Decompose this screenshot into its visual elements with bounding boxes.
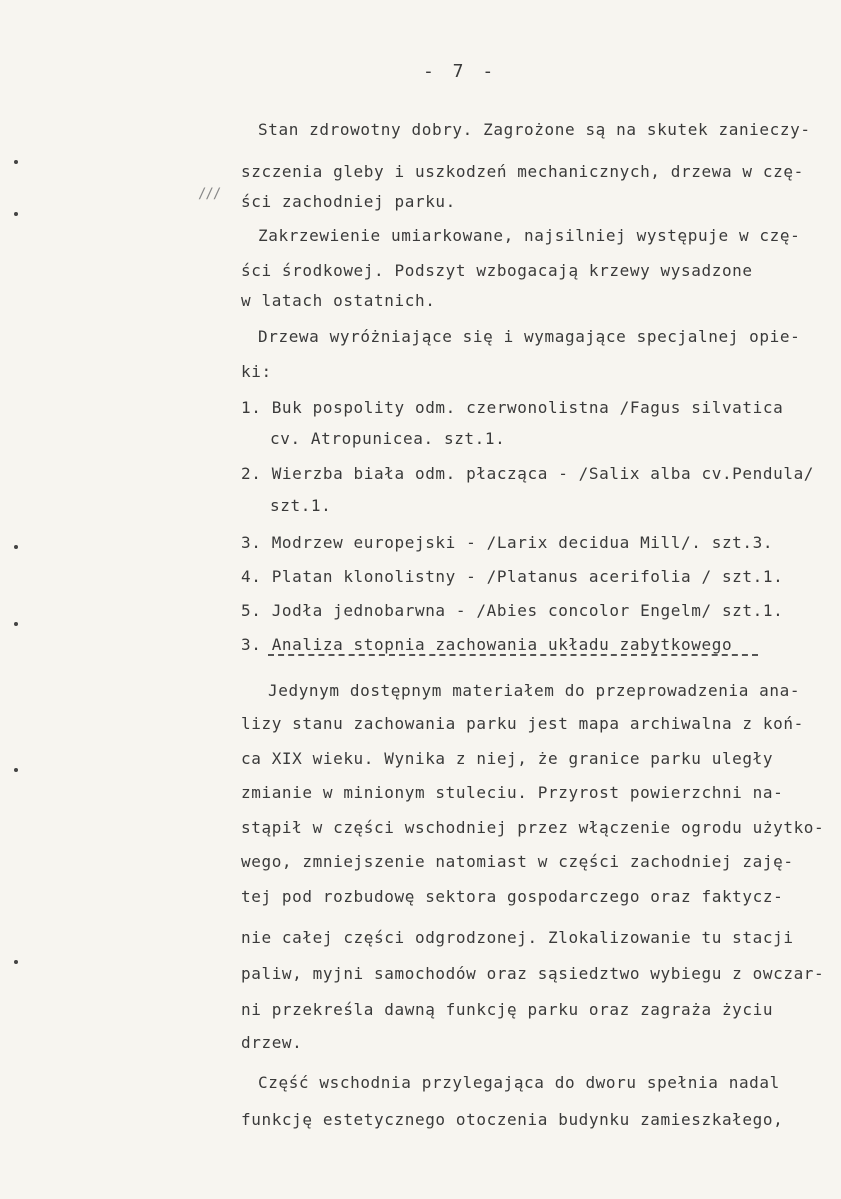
margin-mark: [14, 622, 18, 626]
text-line: ki:: [241, 362, 272, 381]
margin-mark: [14, 768, 18, 772]
text-line: ca XIX wieku. Wynika z niej, że granice parku uległy: [241, 749, 774, 768]
text-line: Jedynym dostępnym materiałem do przeprowadzenia ana-: [268, 681, 801, 700]
text-line: cv. Atropunicea. szt.1.: [270, 429, 506, 448]
text-line: zmianie w minionym stuleciu. Przyrost powierzchni na-: [241, 783, 784, 802]
text-line: stąpił w części wschodniej przez włączenie ogrodu użytko-: [241, 818, 825, 837]
list-item: 3. Modrzew europejski - /Larix decidua Mill/. szt.3.: [241, 533, 774, 552]
margin-mark: [14, 212, 18, 216]
text-line: wego, zmniejszenie natomiast w części zachodniej zaję-: [241, 852, 794, 871]
margin-mark: [14, 545, 18, 549]
section-heading: 3. Analiza stopnia zachowania układu zabytkowego: [241, 635, 733, 654]
list-item: 4. Platan klonolistny - /Platanus acerifolia / szt.1.: [241, 567, 784, 586]
list-item: 2. Wierzba biała odm. płacząca - /Salix alba cv.Pendula/: [241, 464, 815, 483]
text-line: Część wschodnia przylegająca do dworu spełnia nadal: [258, 1073, 780, 1092]
text-line: ści środkowej. Podszyt wzbogacają krzewy wysadzone: [241, 261, 753, 280]
text-line: drzew.: [241, 1033, 303, 1052]
text-line: funkcję estetycznego otoczenia budynku zamieszkałego,: [241, 1110, 784, 1129]
text-line: szt.1.: [270, 496, 332, 515]
text-line: szczenia gleby i uszkodzeń mechanicznych, drzewa w czę-: [241, 162, 804, 181]
page-number: - 7 -: [423, 61, 498, 82]
text-line: Zakrzewienie umiarkowane, najsilniej występuje w czę-: [258, 226, 801, 245]
text-line: paliw, myjni samochodów oraz sąsiedztwo wybiegu z owczar-: [241, 964, 825, 983]
text-line: Drzewa wyróżniające się i wymagające specjalnej opie-: [258, 327, 801, 346]
margin-mark: [14, 160, 18, 164]
ink-smudge: ///: [198, 186, 221, 202]
text-line: lizy stanu zachowania parku jest mapa archiwalna z koń-: [241, 714, 804, 733]
text-line: tej pod rozbudowę sektora gospodarczego oraz faktycz-: [241, 887, 784, 906]
text-line: ni przekreśla dawną funkcję parku oraz zagraża życiu: [241, 1000, 774, 1019]
text-line: ści zachodniej parku.: [241, 192, 456, 211]
list-item: 5. Jodła jednobarwna - /Abies concolor Engelm/ szt.1.: [241, 601, 784, 620]
text-line: Stan zdrowotny dobry. Zagrożone są na skutek zanieczy-: [258, 120, 811, 139]
margin-mark: [14, 960, 18, 964]
text-line: w latach ostatnich.: [241, 291, 436, 310]
text-line: nie całej części odgrodzonej. Zlokalizowanie tu stacji: [241, 928, 794, 947]
list-item: 1. Buk pospolity odm. czerwonolistna /Fagus silvatica: [241, 398, 784, 417]
heading-underline: [268, 654, 758, 656]
